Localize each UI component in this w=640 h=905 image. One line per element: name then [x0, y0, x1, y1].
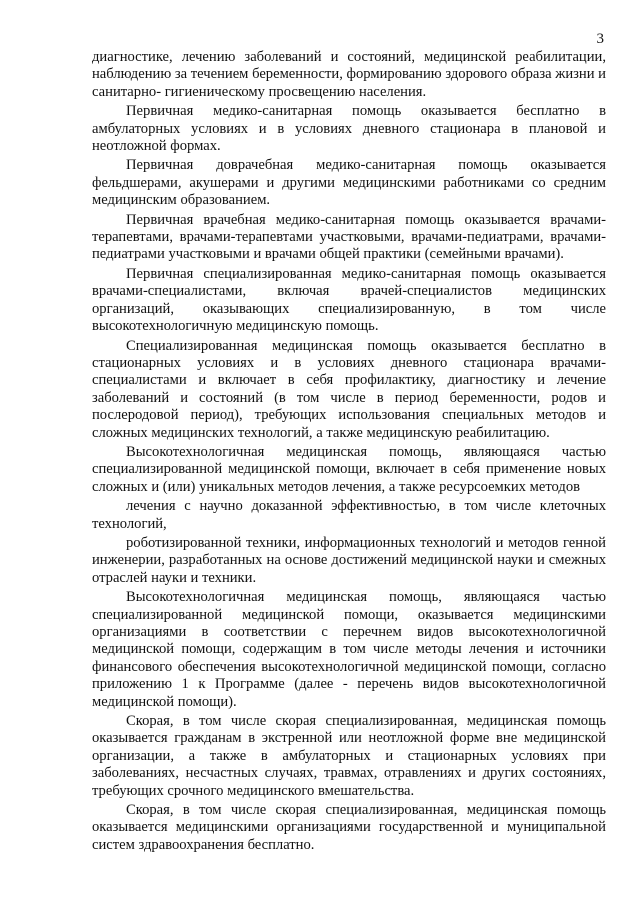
paragraph-high-tech-care: Высокотехнологичная медицинская помощь, являющаяся частью специализированной медицинской помощи, включает в себя применение новых сложных и (или) уникальных методов лечения, а также ресурсоемких методов	[92, 443, 606, 495]
page-number: 3	[596, 31, 604, 47]
paragraph-emergency-care-free: Скорая, в том числе скорая специализированная, медицинская помощь оказывается медицинскими организациями государственной и муниципальной систем здравоохранения бесплатно.	[92, 802, 606, 853]
paragraph-specialized-primary-care: Первичная специализированная медико-санитарная помощь оказывается врачами-специалистами, включая врачей-специалистов медицинских организаций, оказывающих специализированную, в том числе высокотехнологичную медицинскую помощь.	[92, 265, 606, 335]
paragraph-physician-care: Первичная врачебная медико-санитарная помощь оказывается врачами-терапевтами, врачами-терапевтами участковыми, врачами-педиатрами, врачами- педиатрами участковыми и врачами общей практики (семейными врачами).	[92, 211, 606, 263]
paragraph-primary-care: Первичная медико-санитарная помощь оказывается бесплатно в амбулаторных условиях и в условиях дневного стационара в плановой и неотложной формах.	[92, 103, 606, 155]
paragraph-continuation: диагностике, лечению заболеваний и состояний, медицинской реабилитации, наблюдению за течением беременности, формированию здорового образа жизни и санитарно- гигиеническому просвещению населения.	[92, 49, 606, 100]
paragraph-high-tech-care-cont-1: лечения с научно доказанной эффективностью, в том числе клеточных технологий,	[92, 498, 606, 532]
paragraph-emergency-care: Скорая, в том числе скорая специализированная, медицинская помощь оказывается гражданам в экстренной или неотложной форме вне медицинской организации, а также в амбулаторных и стационарных условиях при заболеваниях, несчастных случаях, травмах, отравлениях и других состояниях, требующих срочного медицинского вмешательства.	[92, 713, 606, 799]
paragraph-pre-physician-care: Первичная доврачебная медико-санитарная помощь оказывается фельдшерами, акушерами и другими медицинскими работниками со средним медицинским образованием.	[92, 157, 606, 209]
paragraph-high-tech-care-cont-2: роботизированной техники, информационных технологий и методов генной инженерии, разработанных на основе достижений медицинской науки и смежных отраслей науки и техники.	[92, 534, 606, 586]
document-body	[92, 49, 606, 856]
paragraph-high-tech-care-provision: Высокотехнологичная медицинская помощь, являющаяся частью специализированной медицинской помощи, оказывается медицинскими организациями в соответствии с перечнем видов высокотехнологичной медицинской помощи, содержащим в том числе методы лечения и источники финансового обеспечения высокотехнологичной медицинской помощи, согласно приложению 1 к Программе (далее - перечень видов высокотехнологичной медицинской помощи).	[92, 589, 606, 710]
paragraph-specialized-care: Специализированная медицинская помощь оказывается бесплатно в стационарных условиях и в условиях дневного стационара врачами-специалистами и включает в себя профилактику, диагностику и лечение заболеваний и состояний (в том числе в период беременности, родов и послеродовой период), требующих использования специальных методов и сложных медицинских технологий, а также медицинскую реабилитацию.	[92, 337, 606, 441]
